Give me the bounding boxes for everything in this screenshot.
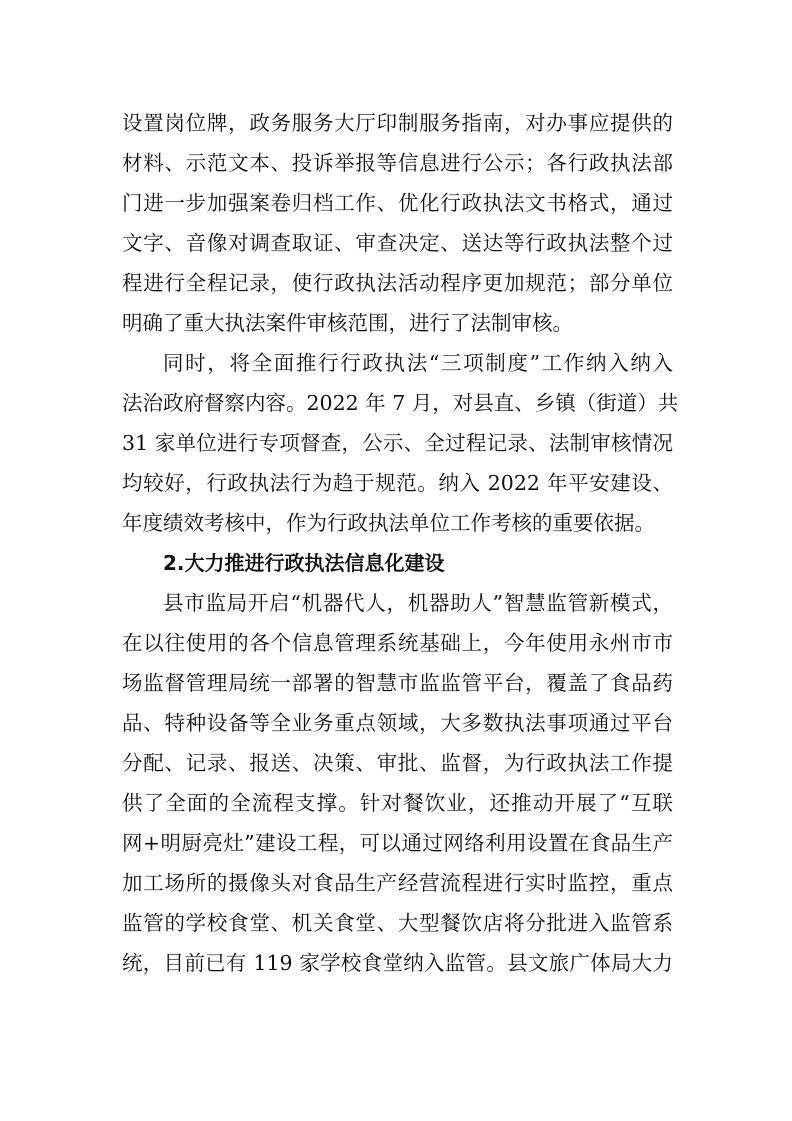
text-line: 程进行全程记录，使行政执法活动程序更加规范；部分单位 (122, 271, 673, 295)
text-line: 网+明厨亮灶”建设工程，可以通过网络利用设置在食品生产 (122, 831, 673, 855)
text-line: 供了全面的全流程支撑。针对餐饮业，还推动开展了“互联 (122, 791, 673, 815)
text-line: 分配、记录、报送、决策、审批、监督，为行政执法工作提 (122, 751, 673, 775)
text-line: 明确了重大执法案件审核范围，进行了法制审核。 (122, 311, 573, 335)
text-line: 材料、示范文本、投诉举报等信息进行公示；各行政执法部 (122, 151, 673, 175)
text-line: 文字、音像对调查取证、审查决定、送达等行政执法整个过 (122, 231, 673, 255)
text-line: 设置岗位牌，政务服务大厅印制服务指南，对办事应提供的 (122, 111, 673, 135)
text-line: 监管的学校食堂、机关食堂、大型餐饮店将分批进入监管系 (122, 911, 673, 935)
text-line: 加工场所的摄像头对食品生产经营流程进行实时监控，重点 (122, 871, 673, 895)
text-line: 统，目前已有 119 家学校食堂纳入监管。县文旅广体局大力 (122, 951, 673, 975)
text-line: 31 家单位进行专项督查，公示、全过程记录、法制审核情况 (122, 431, 673, 455)
text-line: 品、特种设备等全业务重点领域，大多数执法事项通过平台 (122, 711, 673, 735)
paragraph-first-line: 县市监局开启“机器代人，机器助人”智慧监管新模式， (163, 591, 673, 615)
section-heading: 2.大力推进行政执法信息化建设 (163, 551, 445, 575)
text-line: 法治政府督察内容。2022 年 7 月，对县直、乡镇（街道）共 (122, 391, 679, 415)
text-line: 均较好，行政执法行为趋于规范。纳入 2022 年平安建设、 (122, 471, 673, 495)
text-line: 年度绩效考核中，作为行政执法单位工作考核的重要依据。 (122, 511, 655, 535)
paragraph-first-line: 同时，将全面推行行政执法“三项制度”工作纳入纳入 (163, 351, 673, 375)
text-line: 在以往使用的各个信息管理系统基础上，今年使用永州市市 (122, 631, 673, 655)
text-line: 门进一步加强案卷归档工作、优化行政执法文书格式，通过 (122, 191, 673, 215)
text-line: 场监督管理局统一部署的智慧市监监管平台，覆盖了食品药 (122, 671, 673, 695)
